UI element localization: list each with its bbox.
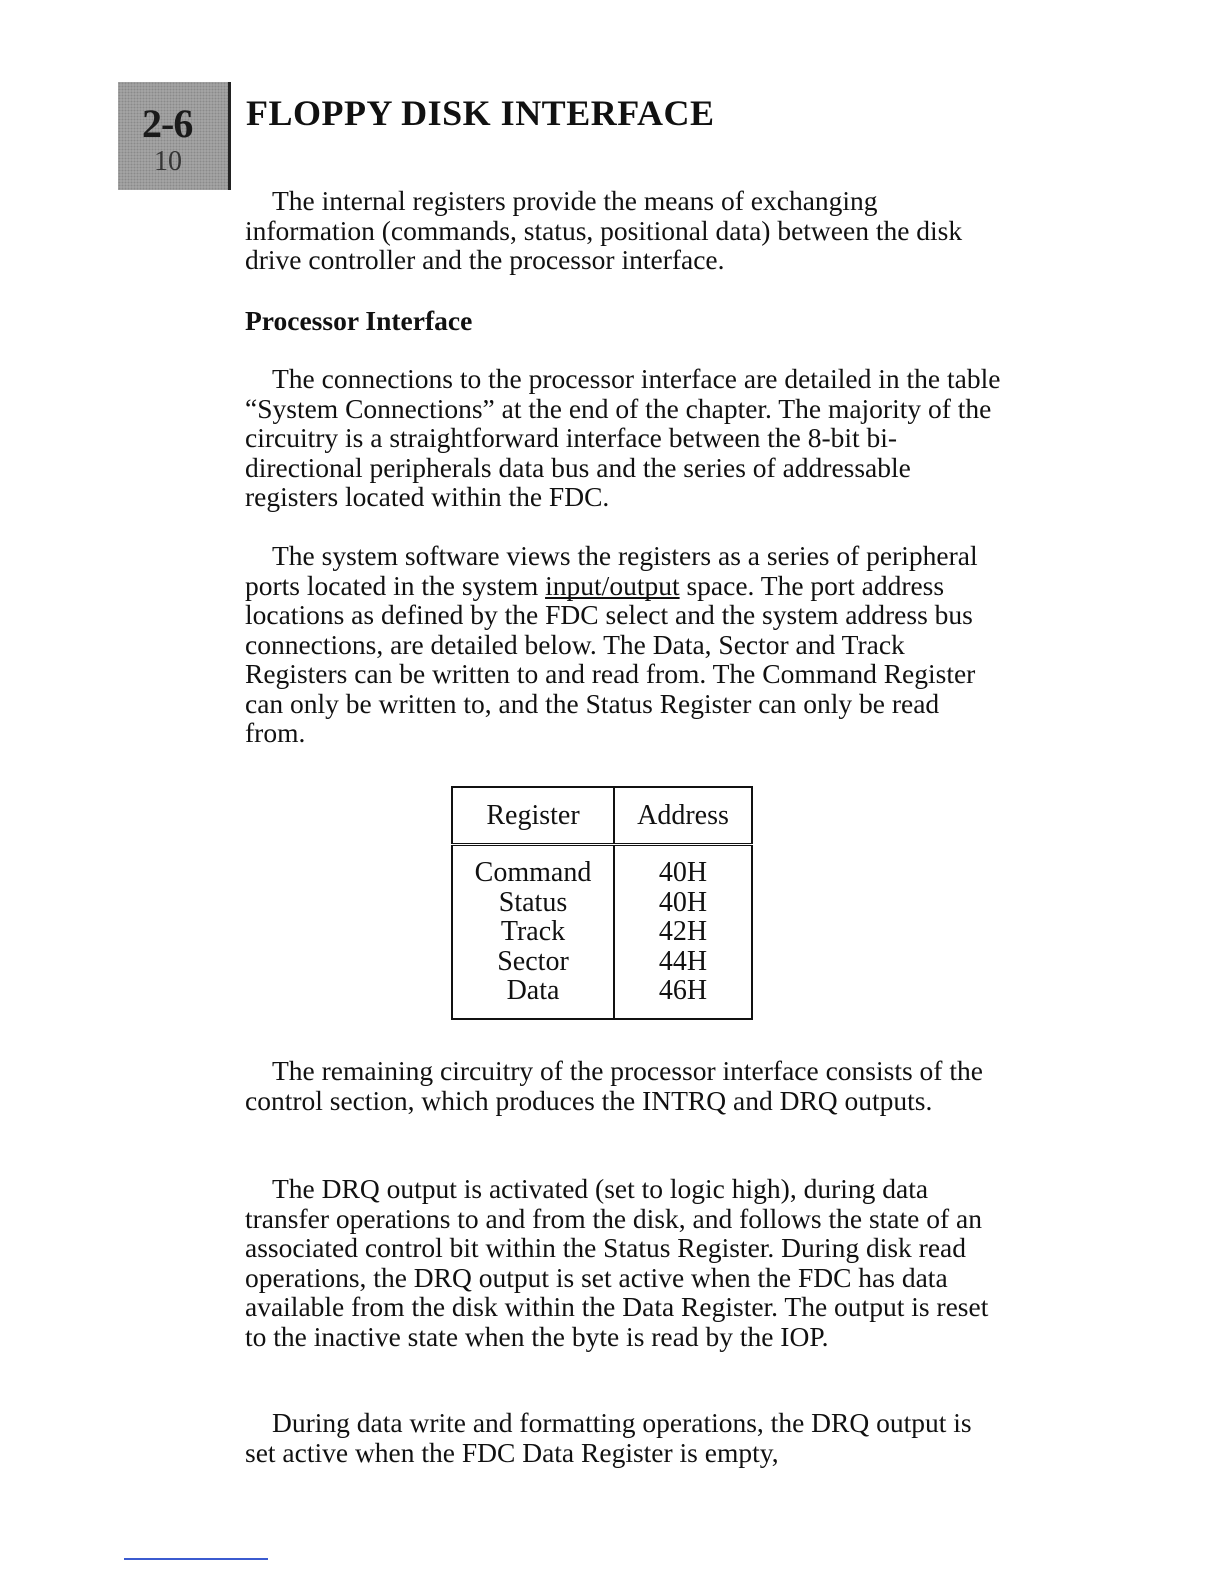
table-row — [452, 976, 752, 1019]
para3-block — [245, 1056, 1005, 1115]
para4-block — [245, 1174, 1005, 1351]
register-address: 46H — [658, 975, 708, 1006]
section-subheading: Processor Interface — [245, 305, 473, 336]
register-name: Data — [452, 976, 614, 1019]
para2-text-a: The system software views the registers as a series of peripheral ports located in the system — [245, 540, 978, 601]
para2-block — [245, 541, 1005, 748]
para1-block — [245, 364, 1005, 512]
paragraph-drq-output: The DRQ output is activated (set to logic high), during data transfer operations to and from the disk, and follows the state of an associated control bit within the Status Register. During disk read operations, the DRQ output is set active when the FDC has data available from the disk within the Data Register. The output is reset to the inactive state when the byte is read by the IOP. — [245, 1173, 989, 1352]
register-address: 42H — [658, 916, 708, 947]
para5-block — [245, 1408, 1005, 1467]
table-row — [452, 845, 752, 888]
paragraph-drq-write: During data write and formatting operations, the DRQ output is set active when the FDC Data Register is empty, — [245, 1407, 972, 1468]
table-row — [452, 888, 752, 918]
page-number: 10 — [154, 146, 182, 177]
paragraph-connections: The connections to the processor interface are detailed in the table “System Connections” at the end of the chapter. The majority of the circuitry is a straightforward interface between the 8-bit bi-directional peripherals data bus and the series of addressable registers located within the FDC. — [245, 363, 1001, 512]
subheading-block — [245, 306, 1005, 336]
table-header-row — [452, 787, 752, 845]
para2-text-e: and the system address bus connections, are detailed below. The Data, Sector and Track Registers can be written to and read from. The Command Register can only be written to, and the Status Register can only be read from. — [245, 599, 976, 748]
register-name: Command — [452, 845, 614, 888]
footer-rule — [124, 1558, 268, 1560]
table-row — [452, 917, 752, 947]
register-address: 44H — [658, 945, 708, 977]
para2-text-c: space. The port address locations as defined by the — [245, 569, 945, 630]
register-address: 40H — [658, 886, 708, 918]
table-row — [452, 947, 752, 977]
intro-block — [245, 186, 1005, 275]
register-address: 40H — [658, 857, 708, 888]
register-name: Track — [452, 917, 614, 947]
paragraph-ports — [245, 541, 1005, 748]
page-title: FLOPPY DISK INTERFACE — [246, 93, 715, 133]
section-tab — [118, 82, 231, 190]
register-address-table — [451, 786, 753, 1020]
table-header-register: Register — [452, 787, 614, 845]
table-header-address: Address — [614, 787, 752, 845]
para2-overlined-fdc-select: FDC select — [545, 599, 669, 630]
paragraph-control-section: The remaining circuitry of the processor interface consists of the control section, which produces the INTRQ and DRQ outputs. — [245, 1055, 983, 1116]
section-number: 2-6 — [142, 101, 193, 146]
intro-paragraph: The internal registers provide the means of exchanging information (commands, status, positional data) between the disk drive controller and the processor interface. — [245, 185, 963, 275]
register-name: Status — [452, 888, 614, 918]
register-name: Sector — [452, 947, 614, 977]
para2-underlined-io: input/output — [545, 569, 680, 601]
